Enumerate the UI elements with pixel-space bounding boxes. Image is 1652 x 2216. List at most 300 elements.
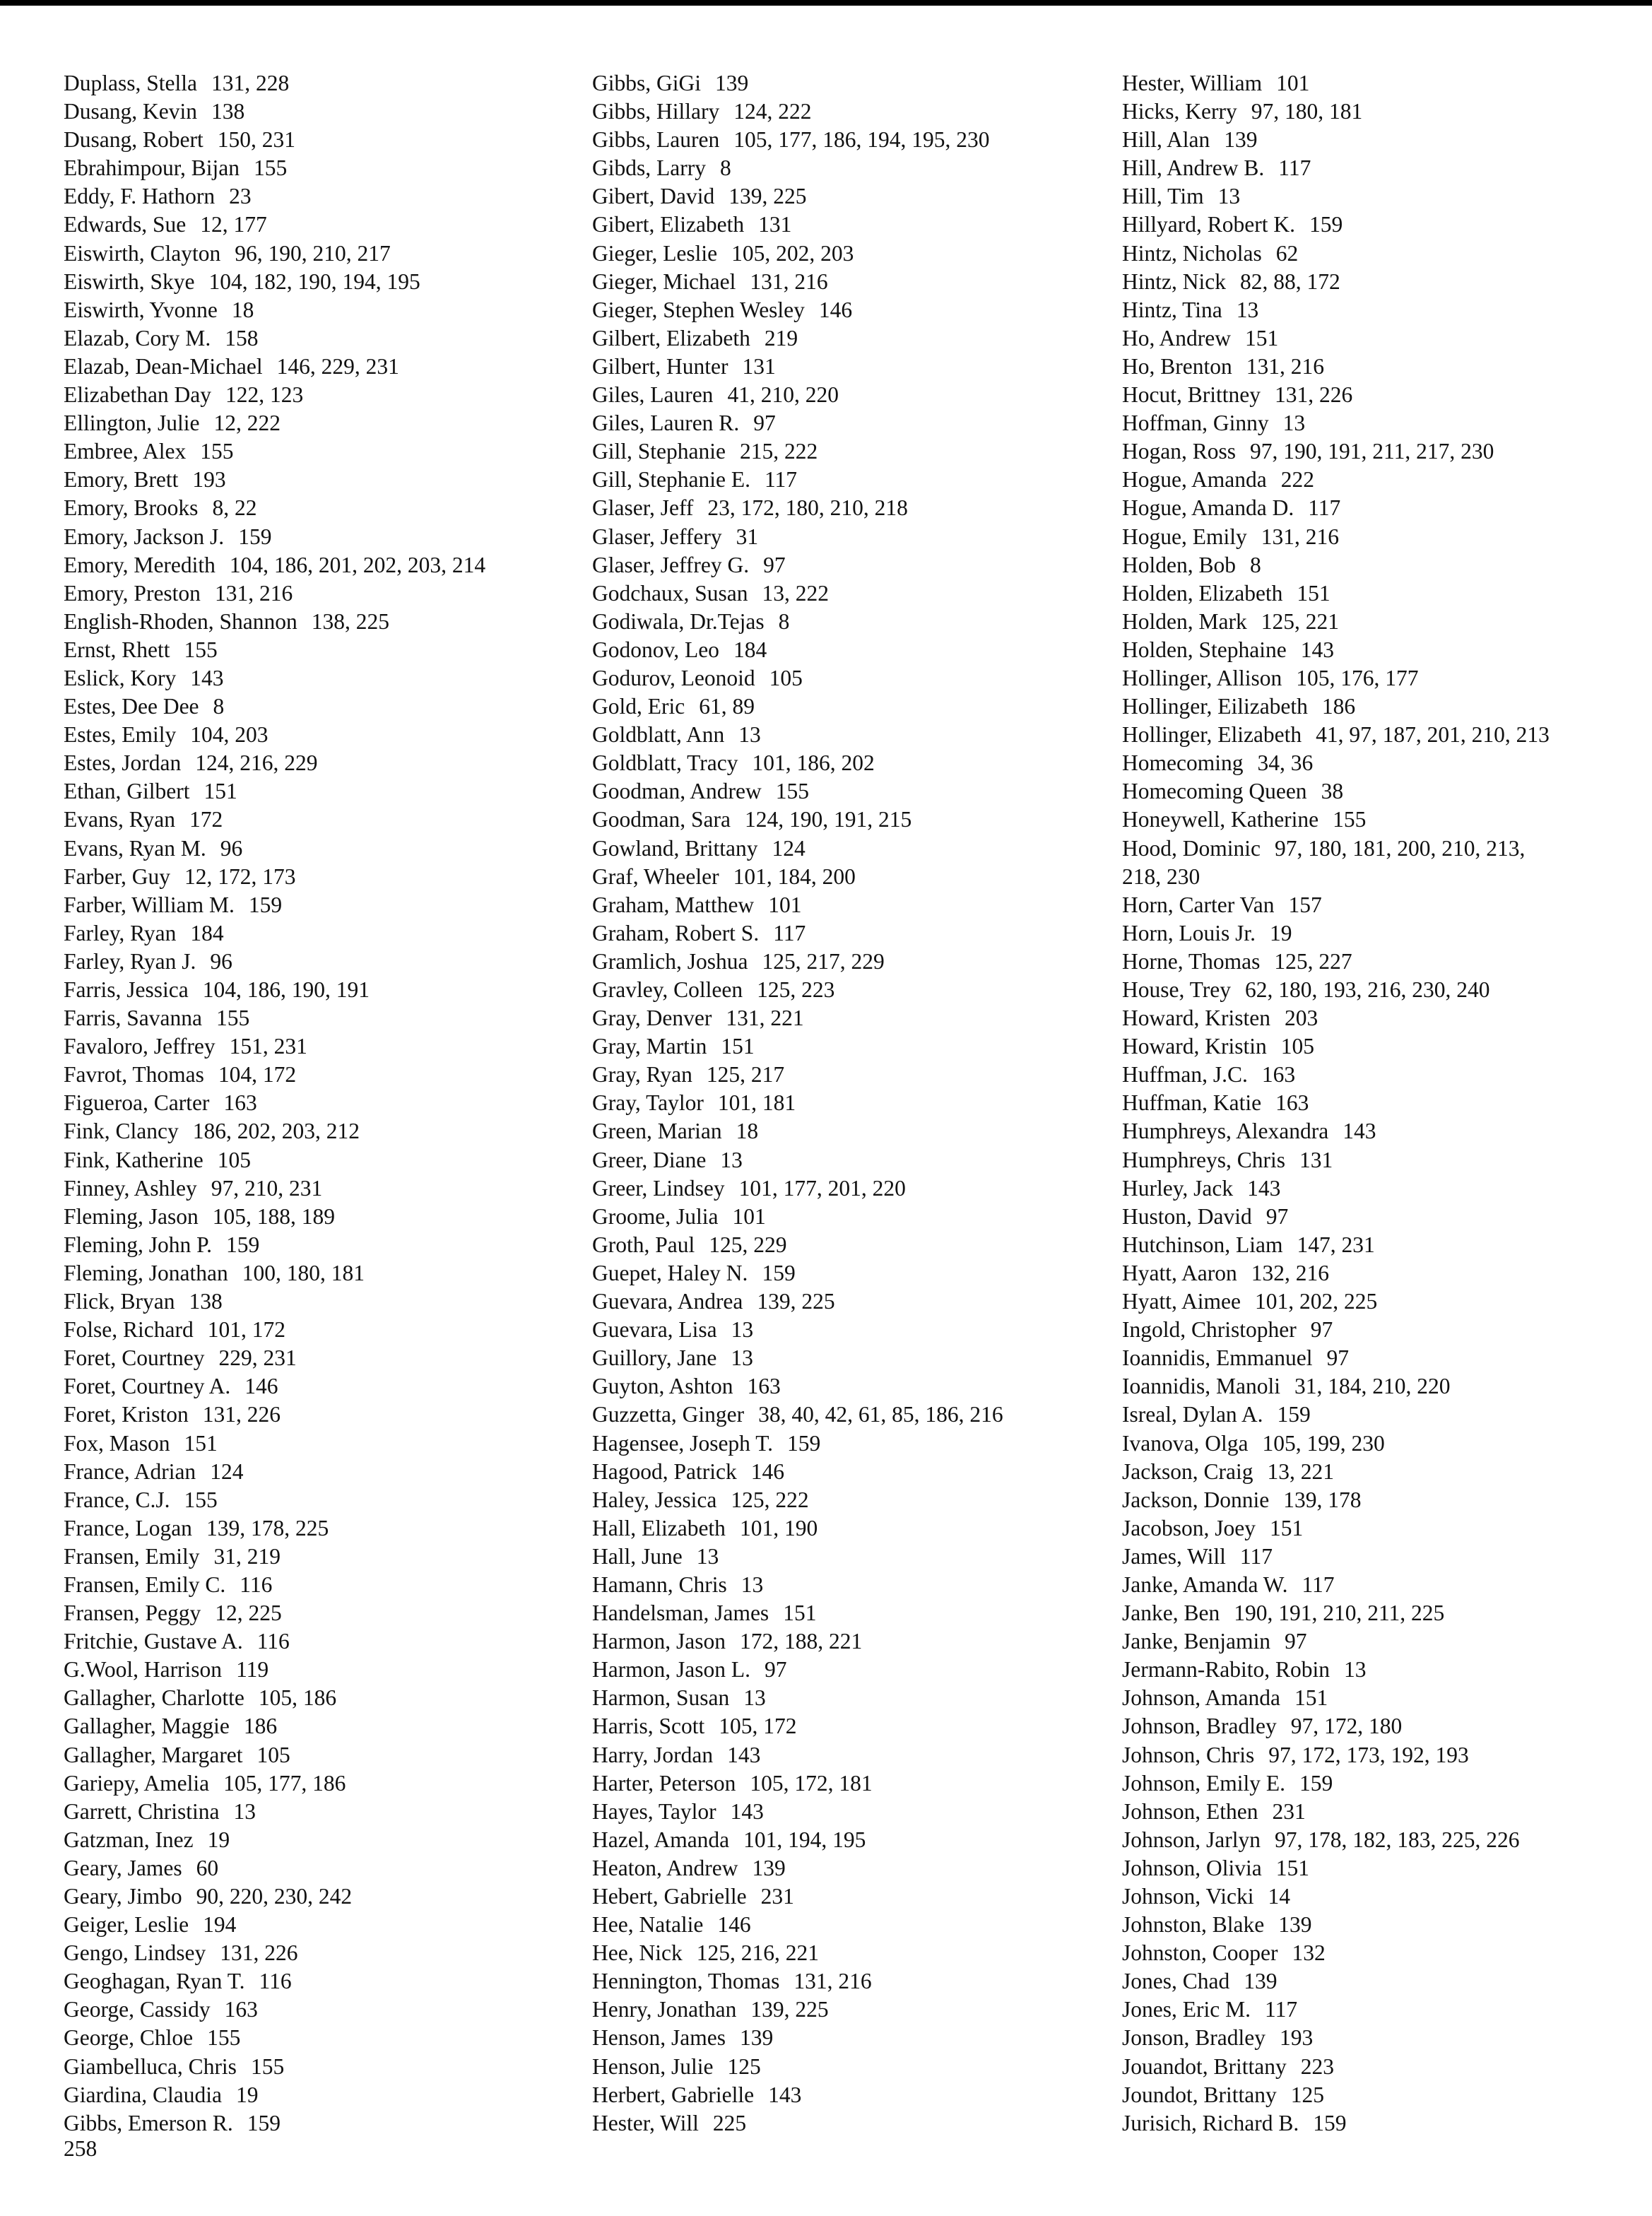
index-entry [1122, 154, 1550, 182]
index-entry [592, 1401, 1003, 1429]
entry-name: Groome, Julia [592, 1203, 719, 1229]
entry-name: Hintz, Nicholas [1122, 240, 1262, 266]
entry-pages: 139 [1278, 1912, 1312, 1938]
entry-pages: 116 [259, 1969, 292, 1994]
entry-name: Harry, Jordan [592, 1742, 714, 1767]
entry-pages: 97 [764, 1657, 787, 1682]
index-entry [64, 1061, 485, 1089]
entry-name: Huston, David [1122, 1203, 1252, 1229]
entry-name: Giardina, Claudia [64, 2082, 222, 2107]
index-entry [1122, 1004, 1550, 1032]
entry-name: Fleming, Jason [64, 1203, 199, 1229]
index-entry [1122, 1486, 1550, 1514]
index-entry [64, 494, 485, 522]
entry-name: Howard, Kristen [1122, 1006, 1270, 1031]
entry-name: Geary, James [64, 1855, 182, 1880]
entry-name: Fox, Mason [64, 1430, 170, 1456]
entry-name: Foret, Courtney [64, 1345, 205, 1371]
index-entry [64, 1996, 485, 2024]
index-entry [592, 1061, 1003, 1089]
entry-pages: 105, 177, 186, 194, 195, 230 [733, 127, 990, 153]
entry-name: Gallagher, Charlotte [64, 1685, 244, 1711]
entry-pages: 229, 231 [218, 1345, 297, 1371]
entry-pages: 101, 177, 201, 220 [738, 1175, 906, 1201]
index-entry [64, 1712, 485, 1740]
entry-name: Jacobson, Joey [1122, 1515, 1256, 1540]
entry-pages: 193 [1279, 2025, 1314, 2051]
entry-name: Favrot, Thomas [64, 1062, 204, 1088]
index-entry [64, 1882, 485, 1911]
index-entry [592, 1430, 1003, 1458]
index-entry [1122, 863, 1550, 891]
index-entry [1122, 2081, 1550, 2109]
entry-name: Horn, Carter Van [1122, 892, 1275, 917]
entry-pages: 159 [1309, 212, 1343, 237]
entry-name: Gilbert, Hunter [592, 353, 728, 379]
entry-pages: 8 [719, 155, 731, 181]
index-entry [1122, 1344, 1550, 1372]
index-entry [1122, 835, 1550, 863]
index-entry [64, 1117, 485, 1145]
index-entry [592, 1911, 1003, 1939]
index-entry [592, 126, 1003, 154]
index-entry [592, 1004, 1003, 1032]
index-entry [1122, 608, 1550, 636]
index-entry [592, 976, 1003, 1004]
entry-pages: 139, 225 [728, 184, 807, 209]
entry-name: Fleming, Jonathan [64, 1260, 228, 1285]
entry-name: Gold, Eric [592, 694, 685, 719]
entry-name: Johnson, Olivia [1122, 1855, 1262, 1880]
page-number: 258 [64, 2136, 98, 2161]
index-entry [64, 749, 485, 777]
entry-name: Hayes, Taylor [592, 1798, 716, 1824]
index-entry [1122, 1146, 1550, 1174]
entry-pages: 13 [731, 1317, 754, 1343]
entry-name: Gilbert, Elizabeth [592, 325, 750, 350]
entry-name: Gengo, Lindsey [64, 1940, 206, 1966]
entry-name: Glaser, Jeffery [592, 524, 722, 549]
entry-name: Jones, Chad [1122, 1969, 1230, 1994]
entry-name: Elazab, Dean-Michael [64, 353, 263, 379]
index-entry [592, 1372, 1003, 1401]
entry-pages: 215, 222 [739, 439, 818, 464]
entry-pages: 132 [1292, 1940, 1326, 1966]
entry-name: Humphreys, Alexandra [1122, 1119, 1329, 1144]
entry-pages: 159 [226, 1232, 260, 1257]
entry-pages: 151, 231 [229, 1034, 307, 1059]
entry-name: George, Chloe [64, 2025, 194, 2051]
entry-pages: 97 [763, 552, 786, 577]
entry-pages: 172, 188, 221 [739, 1629, 863, 1654]
entry-pages: 97, 180, 181, 200, 210, 213, [1274, 835, 1526, 861]
entry-pages: 124, 222 [733, 99, 812, 124]
entry-name: Emory, Brett [64, 467, 179, 493]
index-entry [592, 608, 1003, 636]
entry-name: G.Wool, Harrison [64, 1657, 223, 1682]
index-entry [64, 437, 485, 466]
entry-pages: 125, 217, 229 [762, 948, 885, 974]
entry-pages: 231 [1272, 1798, 1306, 1824]
entry-name: Hagood, Patrick [592, 1458, 737, 1484]
entry-pages: 139, 225 [757, 1289, 835, 1314]
entry-name: Hicks, Kerry [1122, 99, 1237, 124]
entry-pages: 131, 221 [726, 1006, 804, 1031]
entry-name: Estes, Jordan [64, 750, 182, 776]
entry-pages: 151 [783, 1601, 817, 1626]
entry-pages: 155 [250, 2053, 285, 2079]
index-entry [1122, 1372, 1550, 1401]
entry-name: Ivanova, Olga [1122, 1430, 1249, 1456]
entry-name: Hester, Will [592, 2110, 699, 2135]
entry-name: Hyatt, Aaron [1122, 1260, 1237, 1285]
entry-name: Eiswirth, Clayton [64, 240, 221, 266]
entry-name: Janke, Amanda W. [1122, 1572, 1288, 1597]
entry-name: Homecoming Queen [1122, 779, 1307, 804]
index-entry [1122, 353, 1550, 381]
entry-name: Hee, Nick [592, 1940, 683, 1966]
entry-name: Guillory, Jane [592, 1345, 717, 1371]
index-entry [592, 324, 1003, 353]
entry-name: Evans, Ryan [64, 807, 175, 832]
index-entry [64, 863, 485, 891]
entry-name: Hill, Andrew B. [1122, 155, 1265, 181]
entry-name: Favaloro, Jeffrey [64, 1034, 216, 1059]
entry-name: Jackson, Donnie [1122, 1487, 1270, 1512]
entry-pages: 97, 172, 173, 192, 193 [1268, 1742, 1469, 1767]
entry-pages: 146 [717, 1912, 751, 1938]
entry-name: Groth, Paul [592, 1232, 695, 1257]
page-top-border [0, 0, 1652, 6]
entry-pages: 159 [1313, 2110, 1347, 2135]
entry-name: Gray, Martin [592, 1034, 707, 1059]
entry-name: Evans, Ryan M. [64, 835, 206, 861]
entry-name: Homecoming [1122, 750, 1244, 776]
entry-pages: 231 [760, 1884, 794, 1909]
index-entry [1122, 1571, 1550, 1599]
entry-name: Ho, Andrew [1122, 325, 1231, 350]
index-entry [1122, 1287, 1550, 1316]
entry-pages: 186, 202, 203, 212 [192, 1119, 360, 1144]
index-entry [592, 1854, 1003, 1882]
entry-pages: 116 [240, 1572, 273, 1597]
index-entry [64, 636, 485, 664]
entry-name: Goodman, Andrew [592, 779, 762, 804]
entry-name: Godurov, Leonoid [592, 665, 755, 690]
entry-pages: 82, 88, 172 [1239, 269, 1340, 294]
index-entry [592, 1571, 1003, 1599]
entry-pages: 125, 227 [1274, 948, 1352, 974]
index-entry [64, 1826, 485, 1854]
index-entry [592, 409, 1003, 437]
entry-name: Gibbs, Hillary [592, 99, 720, 124]
entry-pages: 125, 229 [709, 1232, 787, 1257]
index-entry [592, 1627, 1003, 1656]
entry-pages: 117 [1308, 495, 1341, 521]
entry-pages: 184 [733, 637, 767, 662]
index-entry [1122, 69, 1550, 98]
index-entry [592, 69, 1003, 98]
entry-name: Huffman, J.C. [1122, 1062, 1248, 1088]
entry-pages: 158 [225, 325, 259, 350]
index-entry [64, 1344, 485, 1372]
index-entry [1122, 494, 1550, 522]
entry-name: Hyatt, Aimee [1122, 1289, 1241, 1314]
index-entry [1122, 1741, 1550, 1769]
entry-pages: 186 [243, 1714, 278, 1739]
entry-pages: 143 [190, 665, 224, 690]
index-entry [64, 1741, 485, 1769]
entry-name: Hogan, Ross [1122, 439, 1237, 464]
index-entry [1122, 1543, 1550, 1571]
index-entry [64, 777, 485, 806]
index-entry [64, 2109, 485, 2138]
entry-pages: 146, 229, 231 [276, 353, 399, 379]
entry-name: Hester, William [1122, 71, 1263, 95]
entry-pages: 159 [1299, 1770, 1333, 1796]
index-entry [64, 1939, 485, 1967]
entry-name: Emory, Jackson J. [64, 524, 225, 549]
index-entry [592, 1344, 1003, 1372]
entry-pages: 146 [244, 1374, 278, 1399]
index-entry [592, 494, 1003, 522]
entry-name: Finney, Ashley [64, 1175, 197, 1201]
index-entry [64, 721, 485, 749]
index-entry [592, 1684, 1003, 1712]
entry-name: Horn, Louis Jr. [1122, 920, 1256, 945]
entry-name: France, Logan [64, 1515, 192, 1540]
index-entry [1122, 1798, 1550, 1826]
entry-name: Figueroa, Carter [64, 1090, 210, 1116]
index-entry [1122, 2053, 1550, 2081]
index-entry [592, 891, 1003, 919]
index-entry [1122, 1259, 1550, 1287]
index-entry [64, 1372, 485, 1401]
entry-name: Edwards, Sue [64, 212, 187, 237]
entry-pages: 139 [1224, 127, 1258, 153]
entry-pages: 117 [1302, 1572, 1335, 1597]
index-column-3 [1122, 69, 1550, 2138]
entry-name: Gibert, David [592, 184, 715, 209]
index-entry [64, 1911, 485, 1939]
index-entry [1122, 1316, 1550, 1344]
entry-name: Hintz, Nick [1122, 269, 1226, 294]
entry-name: Foret, Courtney A. [64, 1374, 231, 1399]
index-entry [1122, 1712, 1550, 1740]
index-entry [64, 353, 485, 381]
entry-pages: 155 [184, 1487, 218, 1512]
entry-pages: 131, 226 [1274, 382, 1353, 408]
entry-pages: 105, 202, 203 [731, 240, 854, 266]
entry-name: Eiswirth, Skye [64, 269, 195, 294]
index-entry [592, 1798, 1003, 1826]
index-entry [1122, 1458, 1550, 1486]
index-entry [592, 2053, 1003, 2081]
entry-pages: 119 [236, 1657, 269, 1682]
entry-name: Garrett, Christina [64, 1798, 220, 1824]
entry-pages: 151 [203, 779, 237, 804]
entry-pages: 143 [730, 1798, 764, 1824]
entry-pages: 97, 178, 182, 183, 225, 226 [1275, 1827, 1520, 1852]
entry-name: France, Adrian [64, 1458, 196, 1484]
entry-pages: 105 [1280, 1034, 1314, 1059]
index-entry [64, 1486, 485, 1514]
index-entry [64, 523, 485, 551]
index-entry [1122, 1684, 1550, 1712]
entry-name: Hamann, Chris [592, 1572, 727, 1597]
index-entry [592, 863, 1003, 891]
index-entry [64, 1316, 485, 1344]
entry-name: Fink, Katherine [64, 1147, 203, 1172]
index-entry [1122, 381, 1550, 409]
index-entry [592, 1514, 1003, 1543]
entry-pages: 14 [1268, 1884, 1291, 1909]
index-entry [1122, 1939, 1550, 1967]
entry-name: Heaton, Andrew [592, 1855, 738, 1880]
index-entry [1122, 268, 1550, 296]
entry-name: Johnson, Amanda [1122, 1685, 1280, 1711]
entry-name: Gibbs, Emerson R. [64, 2110, 233, 2135]
entry-pages: 97 [1265, 1203, 1289, 1229]
index-entry [64, 891, 485, 919]
index-column-2 [592, 69, 1003, 2138]
entry-name: Johnston, Cooper [1122, 1940, 1278, 1966]
entry-pages: 62, 180, 193, 216, 230, 240 [1245, 977, 1490, 1002]
entry-pages: 96 [220, 835, 243, 861]
index-entry [1122, 1854, 1550, 1882]
index-entry [64, 1514, 485, 1543]
index-entry [1122, 1769, 1550, 1798]
entry-pages: 12, 225 [215, 1601, 282, 1626]
entry-name: Glaser, Jeffrey G. [592, 552, 750, 577]
index-entry [1122, 409, 1550, 437]
entry-pages: 131, 216 [750, 269, 828, 294]
index-entry [592, 1741, 1003, 1769]
entry-pages: 155 [207, 2025, 241, 2051]
entry-pages: 159 [762, 1260, 796, 1285]
entry-name: Jouandot, Brittany [1122, 2053, 1287, 2079]
index-entry [1122, 1826, 1550, 1854]
entry-name: Emory, Preston [64, 580, 201, 606]
index-entry [592, 1032, 1003, 1061]
index-entry [64, 919, 485, 948]
index-entry [1122, 1061, 1550, 1089]
index-entry [592, 182, 1003, 211]
entry-pages: 124, 190, 191, 215 [744, 807, 912, 832]
entry-name: Hall, Elizabeth [592, 1515, 726, 1540]
index-entry [64, 126, 485, 154]
entry-pages: 104, 203 [190, 722, 269, 748]
entry-pages: 38, 40, 42, 61, 85, 186, 216 [758, 1402, 1003, 1427]
index-entry [1122, 1174, 1550, 1203]
entry-pages: 138, 225 [311, 608, 389, 634]
index-entry [592, 1656, 1003, 1684]
entry-name: Harris, Scott [592, 1714, 705, 1739]
entry-pages: 34, 36 [1257, 750, 1314, 776]
entry-name: Giles, Lauren [592, 382, 714, 408]
entry-name: Gowland, Brittany [592, 835, 758, 861]
entry-pages: 146 [818, 297, 853, 322]
entry-pages: 125 [1290, 2082, 1324, 2107]
index-entry [592, 296, 1003, 324]
entry-pages: 186 [1321, 694, 1356, 719]
index-entry [64, 1287, 485, 1316]
entry-name: Embree, Alex [64, 439, 187, 464]
index-entry [1122, 1231, 1550, 1259]
entry-pages: 125, 223 [757, 977, 835, 1002]
index-entry [592, 919, 1003, 948]
index-entry [1122, 1627, 1550, 1656]
entry-name: Duplass, Stella [64, 71, 197, 95]
entry-pages: 163 [747, 1374, 781, 1399]
index-entry [592, 1089, 1003, 1117]
entry-pages: 143 [1300, 637, 1334, 662]
index-entry [1122, 777, 1550, 806]
entry-pages: 151 [721, 1034, 755, 1059]
index-entry [592, 1259, 1003, 1287]
entry-pages: 62 [1275, 240, 1299, 266]
entry-name: Jackson, Craig [1122, 1458, 1253, 1484]
entry-name: Eslick, Kory [64, 665, 177, 690]
index-entry [64, 1571, 485, 1599]
entry-name: Johnson, Chris [1122, 1742, 1255, 1767]
entry-name: Gieger, Michael [592, 269, 736, 294]
index-entry [64, 692, 485, 721]
index-entry [64, 268, 485, 296]
entry-name: Guevara, Andrea [592, 1289, 743, 1314]
index-entry [592, 551, 1003, 579]
entry-name: Hebert, Gabrielle [592, 1884, 747, 1909]
index-entry [1122, 1656, 1550, 1684]
entry-name: Godchaux, Susan [592, 580, 748, 606]
entry-pages: 155 [200, 439, 234, 464]
entry-pages: 90, 220, 230, 242 [196, 1884, 353, 1909]
index-entry [1122, 523, 1550, 551]
entry-name: Hollinger, Elizabeth [1122, 722, 1302, 748]
index-entry [64, 211, 485, 239]
entry-pages: 139, 178, 225 [206, 1515, 329, 1540]
entry-pages: 101, 172 [207, 1317, 285, 1343]
entry-pages: 13 [741, 1572, 764, 1597]
entry-name: Horne, Thomas [1122, 948, 1261, 974]
entry-name: Guzzetta, Ginger [592, 1402, 745, 1427]
index-entry [592, 1769, 1003, 1798]
index-entry [64, 1458, 485, 1486]
entry-pages: 117 [773, 920, 806, 945]
index-entry [1122, 466, 1550, 494]
entry-pages: 122, 123 [225, 382, 304, 408]
entry-name: Humphreys, Chris [1122, 1147, 1285, 1172]
index-entry [592, 777, 1003, 806]
entry-pages: 97 [1310, 1317, 1333, 1343]
entry-pages: 116 [256, 1629, 290, 1654]
entry-name: Geoghagan, Ryan T. [64, 1969, 245, 1994]
entry-name: Johnson, Emily E. [1122, 1770, 1286, 1796]
entry-name: Harmon, Susan [592, 1685, 730, 1711]
entry-name: Hill, Tim [1122, 184, 1204, 209]
entry-name: Ho, Brenton [1122, 353, 1232, 379]
index-entry [64, 69, 485, 98]
entry-name: Hogue, Emily [1122, 524, 1247, 549]
entry-name: Holden, Elizabeth [1122, 580, 1283, 606]
index-entry [592, 579, 1003, 608]
entry-pages: 117 [1264, 1997, 1298, 2022]
entry-pages: 131 [758, 212, 792, 237]
entry-pages: 105 [256, 1742, 290, 1767]
index-entry [592, 806, 1003, 834]
entry-pages: 13 [233, 1798, 256, 1824]
entry-pages: 125, 222 [731, 1487, 809, 1512]
